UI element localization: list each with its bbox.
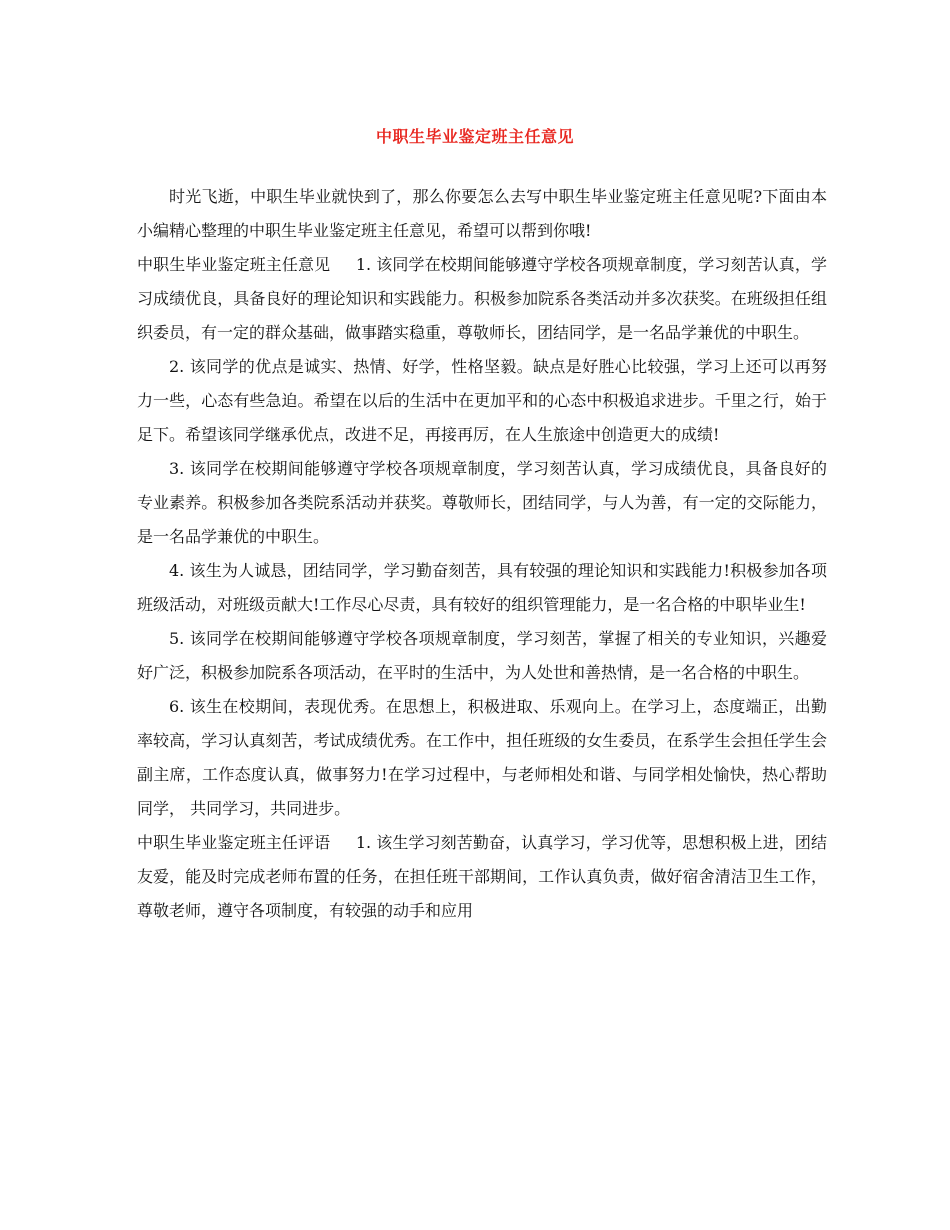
section1-item-2: 2. 该同学的优点是诚实、热情、好学，性格坚毅。缺点是好胜心比较强，学习上还可以再努力一些，心态有些急迫。希望在以后的生活中在更加平和的心态中积极追求进步。千里之行，始于足下。希望该同学继承优点，改进不足，再接再厉，在人生旅途中创造更大的成绩! xyxy=(137,357,827,444)
section2-item-1: 1. 该生学习刻苦勤奋，认真学习，学习优等，思想积极上进，团结友爱，能及时完成老师布置的任务，在担任班干部期间，工作认真负责，做好宿舍清洁卫生工作，尊敬老师，遵守各项制度，有较强的动手和应用 xyxy=(137,833,827,920)
section1-item-6: 6. 该生在校期间，表现优秀。在思想上，积极进取、乐观向上。在学习上，态度端正，出勤率较高，学习认真刻苦，考试成绩优秀。在工作中，担任班级的女生委员，在系学生会担任学生会副主席，工作态度认真，做事努力!在学习过程中，与老师相处和谐、与同学相处愉快，热心帮助同学， 共同学习，共同进步。 xyxy=(137,697,827,818)
section2-heading: 中职生毕业鉴定班主任评语 xyxy=(137,833,331,852)
section1-item-3: 3. 该同学在校期间能够遵守学校各项规章制度，学习刻苦认真，学习成绩优良，具备良好的专业素养。积极参加各类院系活动并获奖。尊敬师长，团结同学，与人为善，有一定的交际能力，是一名品学兼优的中职生。 xyxy=(137,459,827,546)
section1-item-5: 5. 该同学在校期间能够遵守学校各项规章制度，学习刻苦，掌握了相关的专业知识，兴趣爱好广泛，积极参加院系各项活动，在平时的生活中，为人处世和善热情，是一名合格的中职生。 xyxy=(137,629,827,682)
document-body xyxy=(137,180,827,928)
document-title: 中职生毕业鉴定班主任意见 xyxy=(375,127,574,146)
section1-first-paragraph xyxy=(137,248,827,350)
intro-paragraph: 时光飞逝，中职生毕业就快到了，那么你要怎么去写中职生毕业鉴定班主任意见呢?下面由本小编精心整理的中职生毕业鉴定班主任意见，希望可以帮到你哦! xyxy=(137,187,827,240)
section2-first-paragraph xyxy=(137,826,827,928)
section1-heading: 中职生毕业鉴定班主任意见 xyxy=(137,255,331,274)
section1-item-1: 1. 该同学在校期间能够遵守学校各项规章制度，学习刻苦认真，学习成绩优良，具备良好的理论知识和实践能力。积极参加院系各类活动并多次获奖。在班级担任组织委员，有一定的群众基础，做事踏实稳重，尊敬师长，团结同学，是一名品学兼优的中职生。 xyxy=(137,255,827,342)
section1-item-4: 4. 该生为人诚恳，团结同学，学习勤奋刻苦，具有较强的理论知识和实践能力!积极参加各项班级活动，对班级贡献大!工作尽心尽责，具有较好的组织管理能力，是一名合格的中职毕业生! xyxy=(137,561,827,614)
